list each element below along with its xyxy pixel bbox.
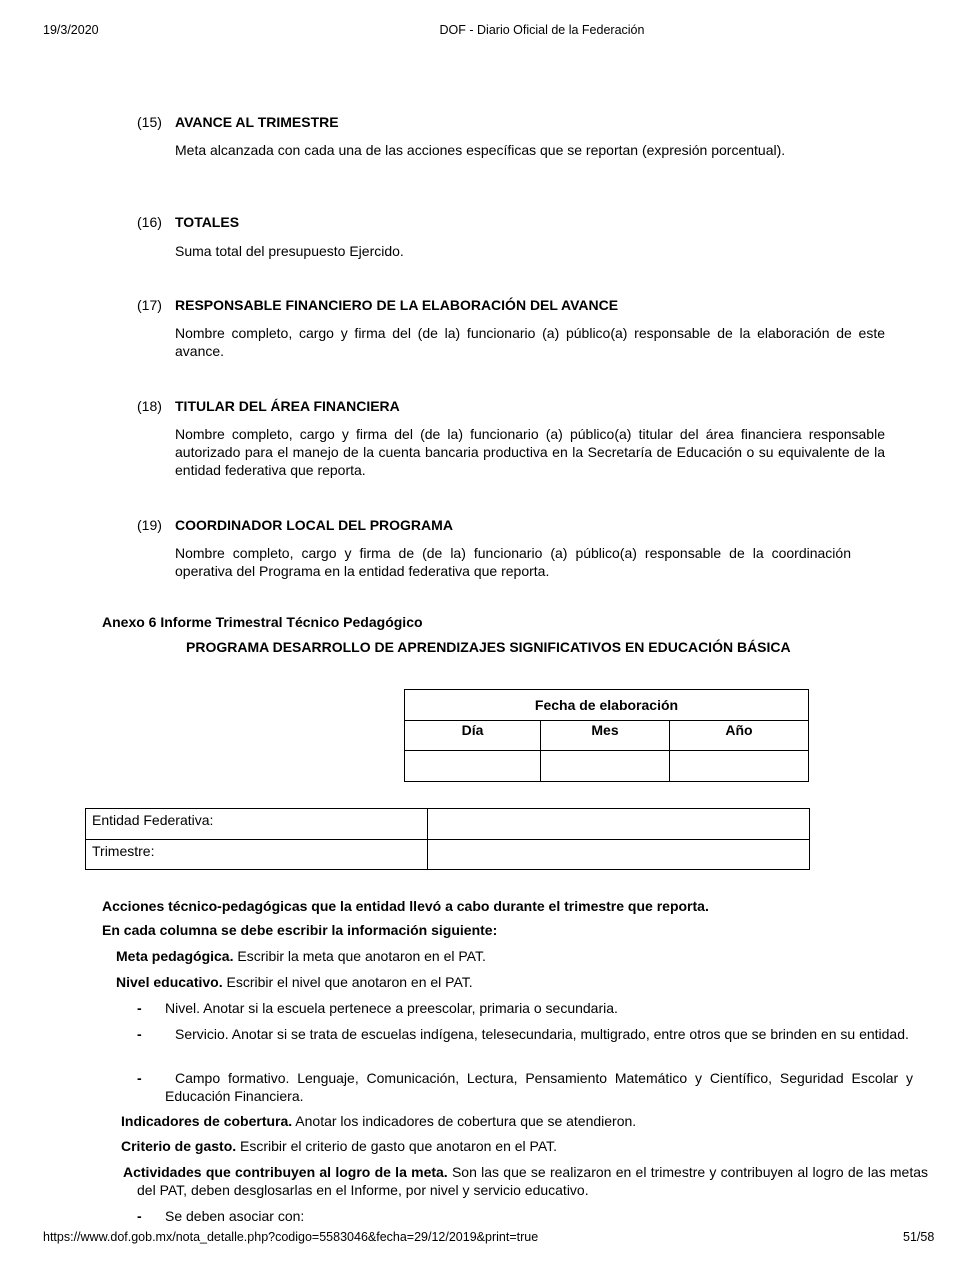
section-description: Nombre completo, cargo y firma de (de la) funcionario (a) público(a) responsable de la coordinación operativa del Programa en la entidad federativa que reporta. xyxy=(175,545,851,579)
day-cell[interactable] xyxy=(405,751,541,782)
section-title: TOTALES xyxy=(175,214,240,230)
month-cell[interactable] xyxy=(541,751,670,782)
quarter-value-cell[interactable] xyxy=(428,840,810,870)
section-number: (19) xyxy=(137,517,162,533)
section-description: Meta alcanzada con cada una de las acciones específicas que se reportan (expresión porcentual). xyxy=(175,142,786,158)
section-title: RESPONSABLE FINANCIERO DE LA ELABORACIÓN DEL AVANCE xyxy=(175,297,619,313)
section-description: Nombre completo, cargo y firma del (de la) funcionario (a) público(a) titular del área financiera responsable autorizado para el manejo de la cuenta bancaria productiva en la Secretaría de Educación o su equivalente de la entidad federativa que reporta. xyxy=(175,426,885,478)
nivel-label: Nivel educativo. xyxy=(116,974,223,990)
section-number: (17) xyxy=(137,297,162,313)
page-number: 51/58 xyxy=(903,1230,935,1244)
criterio-label: Criterio de gasto. xyxy=(121,1138,237,1154)
section-number: (15) xyxy=(137,114,162,130)
date-table xyxy=(404,689,809,782)
section-description: Suma total del presupuesto Ejercido. xyxy=(175,243,404,259)
nivel-line xyxy=(116,973,473,991)
meta-text: Escribir la meta que anotaron en el PAT. xyxy=(233,948,486,964)
actividades-label: Actividades que contribuyen al logro de la meta. xyxy=(123,1164,448,1180)
actividades-paragraph xyxy=(123,1163,928,1199)
date-table-header: Fecha de elaboración xyxy=(405,690,809,721)
nivel-text: Escribir el nivel que anotaron en el PAT. xyxy=(222,974,473,990)
section-title: COORDINADOR LOCAL DEL PROGRAMA xyxy=(175,517,453,533)
section-title: TITULAR DEL ÁREA FINANCIERA xyxy=(175,398,400,414)
bullet-marker: - xyxy=(137,1208,142,1224)
program-title: PROGRAMA DESARROLLO DE APRENDIZAJES SIGNIFICATIVOS EN EDUCACIÓN BÁSICA xyxy=(186,639,791,655)
quarter-label: Trimestre: xyxy=(86,840,428,870)
indicadores-label: Indicadores de cobertura. xyxy=(121,1113,293,1129)
header-date: 19/3/2020 xyxy=(43,23,99,37)
year-cell[interactable] xyxy=(670,751,809,782)
year-column-header: Año xyxy=(670,721,809,751)
indicadores-text: Anotar los indicadores de cobertura que se atendieron. xyxy=(292,1113,637,1129)
meta-label: Meta pedagógica. xyxy=(116,948,234,964)
section-title: AVANCE AL TRIMESTRE xyxy=(175,114,339,130)
entity-table xyxy=(85,808,810,870)
intro-paragraph: Acciones técnico-pedagógicas que la entidad llevó a cabo durante el trimestre que reporta. xyxy=(102,898,709,914)
indicadores-line xyxy=(121,1112,636,1130)
day-column-header: Día xyxy=(405,721,541,751)
header-title: DOF - Diario Oficial de la Federación xyxy=(439,23,645,37)
intro-instructions: En cada columna se debe escribir la información siguiente: xyxy=(102,922,498,938)
month-column-header: Mes xyxy=(541,721,670,751)
section-number: (18) xyxy=(137,398,162,414)
footer-url[interactable]: https://www.dof.gob.mx/nota_detalle.php?codigo=5583046&fecha=29/12/2019&print=true xyxy=(43,1230,539,1244)
entity-value-cell[interactable] xyxy=(428,809,810,840)
bullet-item: Campo formativo. Lenguaje, Comunicación, Lectura, Pensamiento Matemático y Científico, Seguridad Escolar y Educación Financiera. xyxy=(165,1070,913,1104)
meta-line xyxy=(116,947,486,965)
section-number: (16) xyxy=(137,214,162,230)
criterio-line xyxy=(121,1137,557,1155)
entity-label: Entidad Federativa: xyxy=(86,809,428,840)
bullet-item: Servicio. Anotar si se trata de escuelas indígena, telesecundaria, multigrado, entre otros que se brinden en su entidad. xyxy=(175,1026,909,1042)
annex-title: Anexo 6 Informe Trimestral Técnico Pedagógico xyxy=(102,614,423,630)
bullet-marker: - xyxy=(137,1000,142,1016)
bullet-item: Nivel. Anotar si la escuela pertenece a preescolar, primaria o secundaria. xyxy=(165,1000,618,1016)
section-description: Nombre completo, cargo y firma del (de la) funcionario (a) público(a) responsable de la elaboración de este avance. xyxy=(175,325,885,359)
criterio-text: Escribir el criterio de gasto que anotaron en el PAT. xyxy=(236,1138,558,1154)
actividades-text: Son las que se realizaron en el trimestre y contribuyen al logro de las metas del PAT, deben desglosarlas en el Informe, por nivel y servicio educativo. xyxy=(137,1164,929,1198)
asociar-item: Se deben asociar con: xyxy=(165,1208,305,1224)
bullet-marker: - xyxy=(137,1026,142,1042)
bullet-marker: - xyxy=(137,1070,142,1086)
